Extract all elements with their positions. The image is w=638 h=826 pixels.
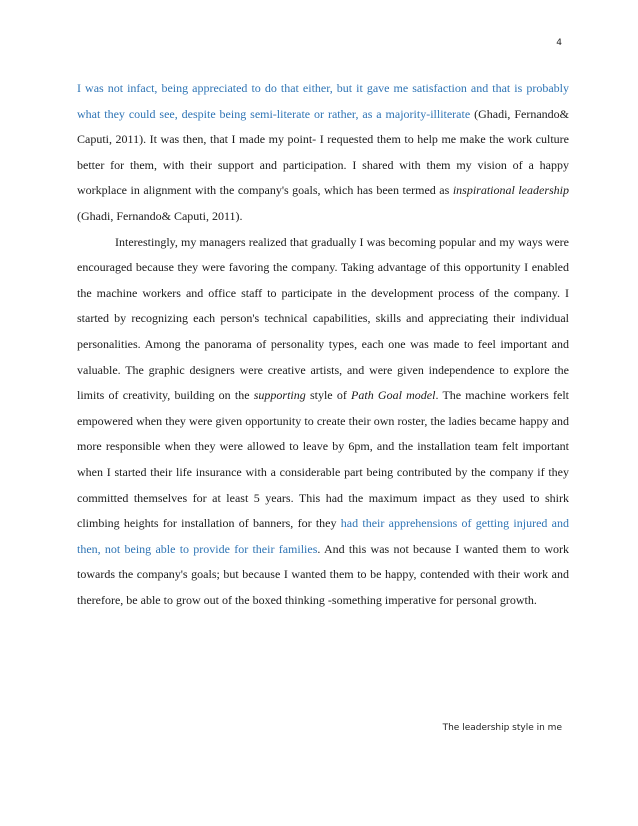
italic-term: supporting bbox=[253, 388, 306, 403]
highlighted-text: I was not infact, being appreciated to do that either, but it gave me satisfaction and that is probably what they could see, despite being semi-literate or rather, as a majority-illiterate bbox=[77, 81, 569, 121]
paragraph-text: (Ghadi, Fernando& Caputi, 2011). It was then, that I made my point- I requested them to help me make the work culture better for them, with their support and participation. I shared with them my vision of a happy workplace in alignment with the company's goals, which has been termed as bbox=[77, 106, 569, 198]
page-number: 4 bbox=[556, 38, 562, 48]
italic-term: Path Goal model bbox=[351, 388, 436, 403]
paragraph-text: . The machine workers felt empowered when they were given opportunity to create their own roster, the ladies became happy and more responsible when they were allowed to leave by 6pm, and the installation team felt important when I started their life insurance with a considerable part being contributed by the company if they committed themselves for at least 5 years. This had the maximum impact as they used to shirk climbing heights for installation of banners, for they bbox=[77, 388, 569, 531]
body-text bbox=[77, 76, 569, 613]
italic-term: inspirational leadership bbox=[452, 183, 570, 198]
paragraph-2 bbox=[77, 230, 569, 614]
highlighted-text: had their apprehensions of getting injured and then, not being able to provide for their families bbox=[77, 516, 569, 556]
paragraph-text: (Ghadi, Fernando& Caputi, 2011). bbox=[77, 208, 243, 223]
paragraph-text: style of bbox=[305, 388, 352, 403]
paragraph-1 bbox=[77, 76, 569, 230]
paragraph-text: Interestingly, my managers realized that gradually I was becoming popular and my ways were encouraged because they were favoring the company. Taking advantage of this opportunity I enabled the machine workers and office staff to participate in the development process of the company. I started by recognizing each person's technical capabilities, skills and appreciating their individual personalities. Among the panorama of personality types, each one was made to feel important and valuable. The graphic designers were creative artists, and were given independence to explore the limits of creativity, building on the bbox=[77, 234, 569, 403]
paragraph-text: . And this was not because I wanted them to work towards the company's goals; but because I wanted them to be happy, contended with their work and therefore, be able to grow out of the boxed thinking -something imperative for personal growth. bbox=[77, 541, 569, 607]
running-footer: The leadership style in me bbox=[442, 723, 562, 733]
